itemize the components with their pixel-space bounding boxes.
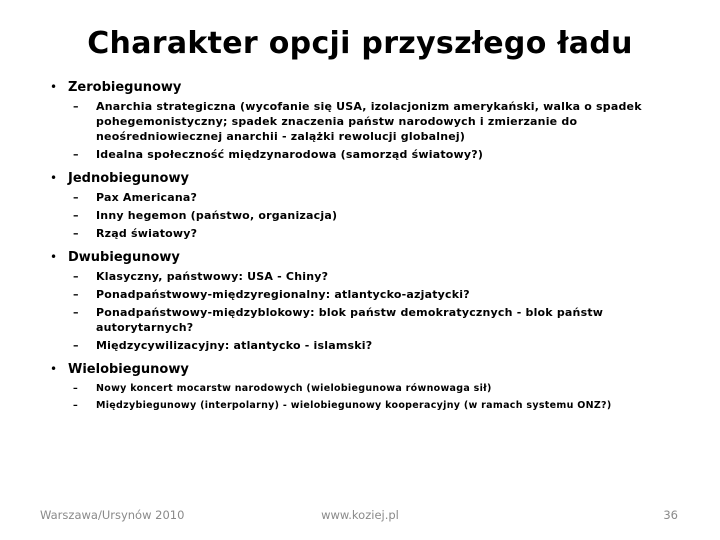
dash-icon: – [73, 339, 79, 352]
item-label: Dwubiegunowy [68, 250, 180, 265]
item-label: Jednobiegunowy [68, 171, 189, 186]
dash-icon: – [73, 100, 79, 113]
sub-item-text: Inny hegemon (państwo, organizacja) [96, 209, 338, 222]
sub-item-text: Pax Americana? [96, 191, 198, 204]
sub-item-text: Rząd światowy? [96, 227, 198, 240]
sub-item [50, 305, 690, 335]
footer-location: Warszawa/Ursynów 2010 [40, 508, 185, 522]
sub-item [50, 338, 690, 353]
sub-item [50, 147, 690, 162]
list-item-wielobiegunowy [50, 361, 690, 378]
dash-icon: – [73, 209, 79, 222]
page-number: 36 [663, 508, 678, 522]
item-label: Wielobiegunowy [68, 362, 189, 377]
sub-item [50, 226, 690, 241]
dash-icon: – [73, 191, 79, 204]
slide-title: Charakter opcji przyszłego ładu [87, 26, 633, 61]
dash-icon: – [73, 270, 79, 283]
bullet-icon: • [50, 171, 58, 185]
dash-icon: – [73, 306, 79, 319]
footer-website: www.koziej.pl [321, 508, 399, 522]
dash-icon: – [73, 148, 79, 161]
bullet-list [50, 79, 690, 412]
sub-item-text: Klasyczny, państwowy: USA - Chiny? [96, 270, 329, 283]
list-item-jednobiegunowy [50, 170, 690, 187]
sub-item-text: Ponadpaństwowy-międzyregionalny: atlantycko-azjatycki? [96, 288, 470, 301]
sub-item-text: Międzybiegunowy (interpolarny) - wielobiegunowy kooperacyjny (w ramach systemu ONZ?) [96, 400, 612, 411]
sub-item [50, 382, 690, 395]
sub-item-text: Idealna społeczność międzynarodowa (samorząd światowy?) [96, 148, 484, 161]
sub-item [50, 190, 690, 205]
dash-icon: – [73, 383, 79, 394]
dash-icon: – [73, 400, 79, 411]
sub-item [50, 99, 690, 144]
sub-item [50, 287, 690, 302]
item-label: Zerobiegunowy [68, 80, 182, 95]
list-item-dwubiegunowy [50, 249, 690, 266]
bullet-icon: • [50, 250, 58, 264]
sub-item [50, 269, 690, 284]
bullet-icon: • [50, 80, 58, 94]
sub-item [50, 208, 690, 223]
dash-icon: – [73, 227, 79, 240]
sub-item [50, 399, 690, 412]
bullet-icon: • [50, 362, 58, 376]
sub-item-text: Ponadpaństwowy-międzyblokowy: blok państw demokratycznych - blok państw autorytarnych? [96, 306, 604, 334]
sub-item-text: Nowy koncert mocarstw narodowych (wielobiegunowa równowaga sił) [96, 383, 492, 394]
sub-item-text: Anarchia strategiczna (wycofanie się USA, izolacjonizm amerykański, walka o spadek pohegemonistyczny; spadek znaczenia państw narodowych i zmierzanie do neośredniowiecznej anarchii - zalążki rewolucji globalnej) [96, 100, 642, 143]
list-item-zerobiegunowy [50, 79, 690, 96]
sub-item-text: Międzycywilizacyjny: atlantycko - islamski? [96, 339, 373, 352]
dash-icon: – [73, 288, 79, 301]
